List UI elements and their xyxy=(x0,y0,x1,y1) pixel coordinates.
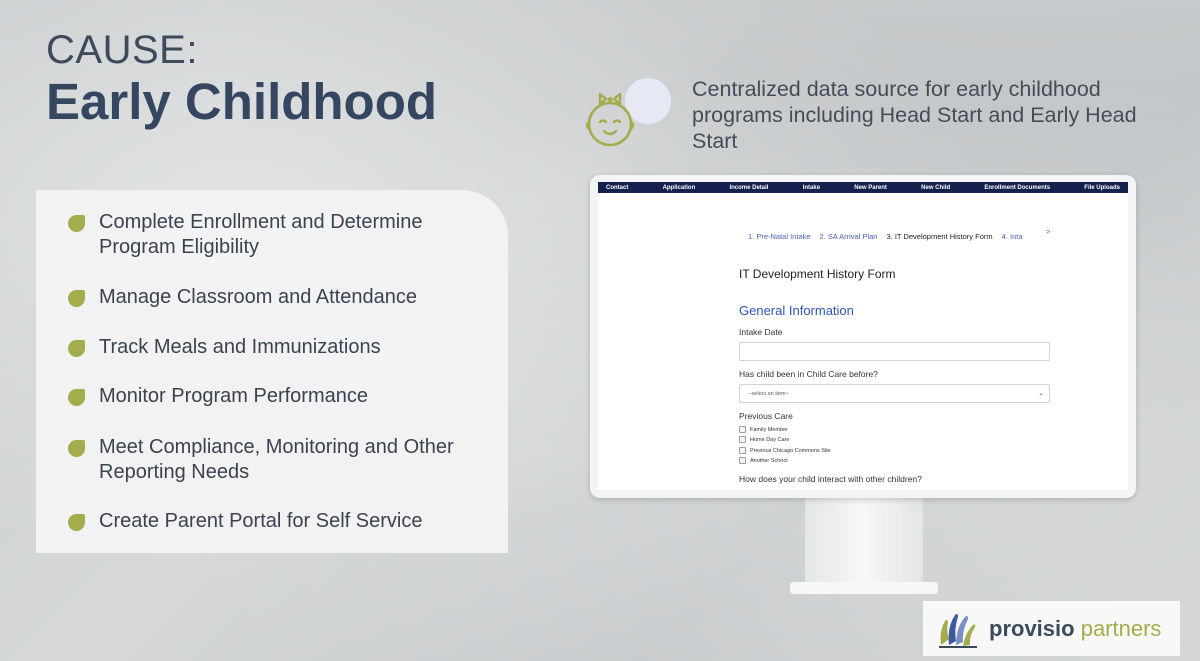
previous-care-label: Previous Care xyxy=(739,411,793,421)
child-care-select-value: --select an item-- xyxy=(748,391,790,397)
child-care-label: Has child been in Child Care before? xyxy=(739,369,878,379)
intake-date-input[interactable] xyxy=(739,342,1050,361)
chevron-down-icon: ⌄ xyxy=(1038,390,1044,397)
nav-file-uploads[interactable]: File Uploads xyxy=(1084,184,1120,191)
feature-item xyxy=(68,435,459,485)
checkbox[interactable] xyxy=(739,436,746,443)
checkbox-row[interactable] xyxy=(739,426,788,433)
app-screen xyxy=(598,182,1128,490)
monitor-stand-neck xyxy=(805,498,923,590)
feature-text: Track Meals and Immunizations xyxy=(99,336,381,358)
checkbox-row[interactable] xyxy=(739,447,831,454)
logo-text xyxy=(989,616,1161,642)
interaction-question-label: How does your child interact with other children? xyxy=(739,474,922,484)
logo-word-provisio: provisio xyxy=(989,615,1075,641)
checkbox-row[interactable] xyxy=(739,457,788,464)
logo-word-partners: partners xyxy=(1080,615,1162,641)
company-logo xyxy=(923,601,1180,656)
child-care-select[interactable] xyxy=(739,384,1050,403)
leaf-bullet-icon xyxy=(68,290,85,307)
feature-text: Create Parent Portal for Self Service xyxy=(99,510,423,532)
step-pre-natal-intake[interactable]: 1. Pre-Natal Intake xyxy=(748,232,811,241)
hands-logo-icon xyxy=(935,609,981,649)
steps-next-arrow-icon[interactable]: > xyxy=(1046,229,1051,236)
nav-contact[interactable]: Contact xyxy=(606,184,629,191)
section-title: General Information xyxy=(739,303,854,318)
feature-text: Monitor Program Performance xyxy=(99,385,368,407)
page-title: Early Childhood xyxy=(46,73,438,130)
checkbox-label: Home Day Care xyxy=(750,436,790,443)
step-it-development-history[interactable]: 3. IT Development History Form xyxy=(886,232,993,241)
baby-face-icon xyxy=(582,90,648,152)
cause-label: CAUSE: xyxy=(46,28,198,72)
feature-text: Meet Compliance, Monitoring and Other Reporting Needs xyxy=(99,436,454,483)
feature-item xyxy=(68,285,417,310)
feature-text: Complete Enrollment and Determine Program Eligibility xyxy=(99,211,423,258)
monitor-frame xyxy=(590,175,1136,498)
nav-new-child[interactable]: New Child xyxy=(921,184,951,191)
step-sa-arrival-plan[interactable]: 2. SA Arrival Plan xyxy=(819,232,878,241)
form-title: IT Development History Form xyxy=(739,267,896,281)
checkbox-label: Family Member xyxy=(750,426,788,433)
feature-list-panel xyxy=(36,190,508,553)
checkbox-label: Previous Chicago Commons Site xyxy=(750,447,831,454)
feature-item xyxy=(68,509,422,534)
nav-new-parent[interactable]: New Parent xyxy=(854,184,887,191)
intake-date-label: Intake Date xyxy=(739,327,783,337)
leaf-bullet-icon xyxy=(68,389,85,406)
checkbox-label: Another School xyxy=(750,457,788,464)
nav-enrollment-documents[interactable]: Enrollment Documents xyxy=(984,184,1051,191)
feature-item xyxy=(68,384,368,409)
nav-application[interactable]: Application xyxy=(662,184,696,191)
leaf-bullet-icon xyxy=(68,514,85,531)
checkbox[interactable] xyxy=(739,447,746,454)
checkbox[interactable] xyxy=(739,426,746,433)
checkbox[interactable] xyxy=(739,457,746,464)
feature-text: Manage Classroom and Attendance xyxy=(99,286,417,308)
leaf-bullet-icon xyxy=(68,440,85,457)
feature-item xyxy=(68,335,381,360)
feature-item xyxy=(68,210,479,260)
nav-intake[interactable]: Intake xyxy=(802,184,821,191)
monitor-base xyxy=(790,582,938,594)
form-steps xyxy=(748,232,1032,241)
nav-income-detail[interactable]: Income Detail xyxy=(729,184,769,191)
leaf-bullet-icon xyxy=(68,215,85,232)
checkbox-row[interactable] xyxy=(739,436,789,443)
tagline: Centralized data source for early childhood programs including Head Start and Early Head Start xyxy=(692,77,1137,153)
step-intake[interactable]: 4. Inta xyxy=(1001,232,1023,241)
app-navbar xyxy=(598,182,1128,193)
leaf-bullet-icon xyxy=(68,340,85,357)
